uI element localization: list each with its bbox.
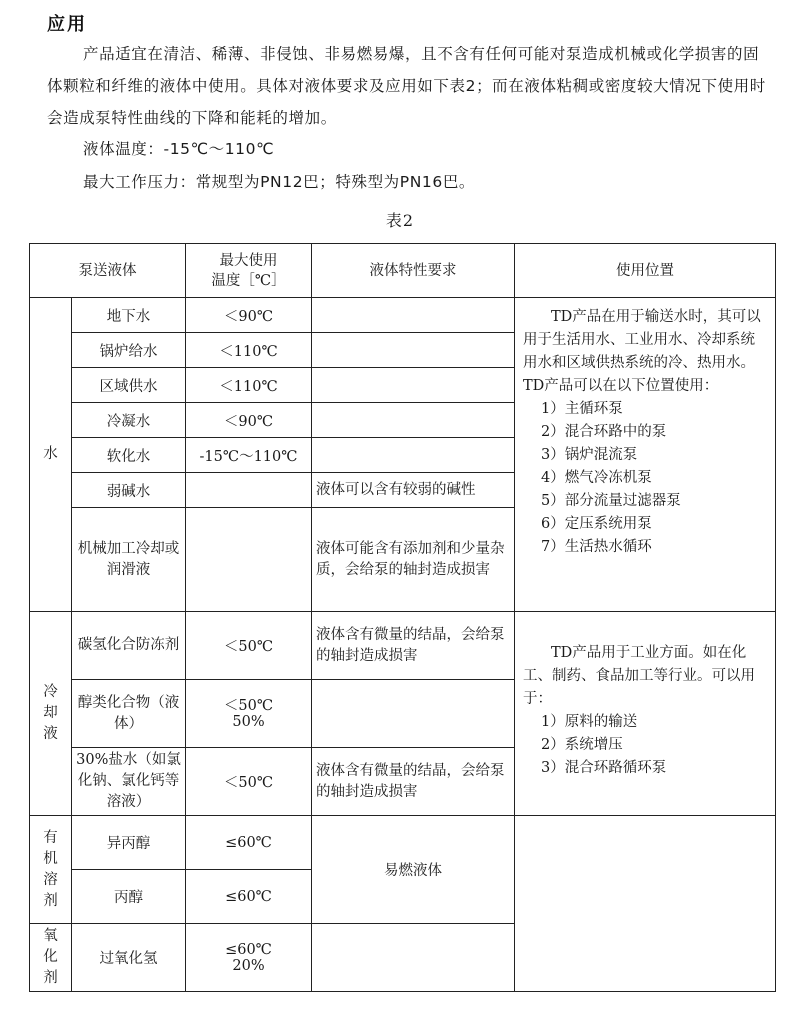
temp-value: ＜50℃ — [223, 697, 274, 714]
group-label-water: 水 — [30, 298, 72, 612]
liquid-cell: 弱碱水 — [72, 473, 186, 508]
temp-cell: ＜110℃ — [186, 368, 312, 403]
req-cell — [312, 680, 515, 748]
req-cell: 液体可以含有较弱的碱性 — [312, 473, 515, 508]
table-row — [30, 298, 776, 333]
group-label-organic-solvent: 有 机 溶 剂 — [30, 816, 72, 924]
table-header-row — [30, 244, 776, 298]
section-title: 应用 — [47, 14, 87, 35]
liquid-cell: 地下水 — [72, 298, 186, 333]
header-max-temp-line1: 最大使用 — [219, 252, 278, 269]
temp-cell: ＜90℃ — [186, 298, 312, 333]
max-pressure-line: 最大工作压力：常规型为PN12巴；特殊型为PN16巴。 — [83, 173, 476, 191]
req-cell — [312, 924, 515, 992]
req-cell — [312, 298, 515, 333]
req-cell: 液体含有微量的结晶，会给泵的轴封造成损害 — [312, 748, 515, 816]
req-cell — [312, 333, 515, 368]
temp-cell — [186, 680, 312, 748]
liquid-cell: 醇类化合物（液体） — [72, 680, 186, 748]
usage-item: 1）主循环泵 — [541, 401, 623, 417]
usage-intro-coolant: TD产品用于工业方面。如在化工、制药、食品加工等行业。可以用于： — [523, 645, 755, 707]
usage-item: 4）燃气冷冻机泵 — [541, 470, 652, 486]
req-cell: 液体含有微量的结晶，会给泵的轴封造成损害 — [312, 612, 515, 680]
header-max-temp — [186, 244, 312, 298]
usage-item: 3）锅炉混流泵 — [541, 447, 638, 463]
usage-item: 1）原料的输送 — [541, 714, 638, 730]
usage-item: 2）系统增压 — [541, 737, 623, 753]
liquid-cell: 30%盐水（如氯化钠、氯化钙等溶液） — [72, 748, 186, 816]
temp-cell: -15℃～110℃ — [186, 438, 312, 473]
liquid-temperature-line: 液体温度：-15℃～110℃ — [83, 140, 275, 158]
temp-cell: ＜110℃ — [186, 333, 312, 368]
liquid-cell: 过氧化氢 — [72, 924, 186, 992]
temp-cell: ≤60℃ — [186, 870, 312, 924]
temp-cell: ＜90℃ — [186, 403, 312, 438]
table-row — [30, 612, 776, 680]
usage-item: 6）定压系统用泵 — [541, 516, 652, 532]
temp-cell: ≤60℃ — [186, 816, 312, 870]
temp-value: ≤60℃ — [225, 941, 272, 958]
merged-req-cell: 易燃液体 — [312, 816, 515, 924]
req-cell: 液体可能含有添加剂和少量杂质，会给泵的轴封造成损害 — [312, 508, 515, 612]
usage-cell-coolant — [515, 612, 776, 816]
liquid-cell: 碳氢化合防冻剂 — [72, 612, 186, 680]
temp-cell — [186, 924, 312, 992]
req-cell — [312, 368, 515, 403]
usage-item: 3）混合环路循环泵 — [541, 760, 667, 776]
temp-cell: ＜50℃ — [186, 612, 312, 680]
concentration-value: 50% — [232, 713, 265, 730]
usage-item: 7）生活热水循环 — [541, 539, 652, 555]
concentration-value: 20% — [232, 957, 265, 974]
liquid-cell: 冷凝水 — [72, 403, 186, 438]
usage-cell-water — [515, 298, 776, 612]
liquid-cell: 锅炉给水 — [72, 333, 186, 368]
header-usage: 使用位置 — [515, 244, 776, 298]
usage-item: 5）部分流量过滤器泵 — [541, 493, 681, 509]
header-requirements: 液体特性要求 — [312, 244, 515, 298]
liquid-cell: 机械加工冷却或润滑液 — [72, 508, 186, 612]
liquid-cell: 丙醇 — [72, 870, 186, 924]
table-row — [30, 816, 776, 870]
usage-intro-water: TD产品在用于输送水时，其可以用于生活用水、工业用水、冷却系统用水和区域供热系统的冷、热用水。TD产品可以在以下位置使用： — [523, 309, 761, 394]
req-cell — [312, 403, 515, 438]
temp-cell: ＜50℃ — [186, 748, 312, 816]
table-caption: 表2 — [385, 211, 415, 230]
usage-item: 2）混合环路中的泵 — [541, 424, 667, 440]
temp-cell — [186, 473, 312, 508]
liquid-cell: 异丙醇 — [72, 816, 186, 870]
liquid-cell: 区域供水 — [72, 368, 186, 403]
group-label-coolant: 冷 却 液 — [30, 612, 72, 816]
usage-cell-empty — [515, 816, 776, 992]
liquid-cell: 软化水 — [72, 438, 186, 473]
application-table — [29, 243, 776, 992]
temp-cell — [186, 508, 312, 612]
intro-paragraph: 产品适宜在清洁、稀薄、非侵蚀、非易燃易爆，且不含有任何可能对泵造成机械或化学损害的固体颗粒和纤维的液体中使用。具体对液体要求及应用如下表2；而在液体粘稠或密度较大情况下使用时会造成泵特性曲线的下降和能耗的增加。 — [47, 45, 766, 127]
header-max-temp-line2: 温度［℃］ — [211, 272, 286, 289]
header-liquid: 泵送液体 — [30, 244, 186, 298]
group-label-oxidizer: 氧 化 剂 — [30, 924, 72, 992]
req-cell — [312, 438, 515, 473]
